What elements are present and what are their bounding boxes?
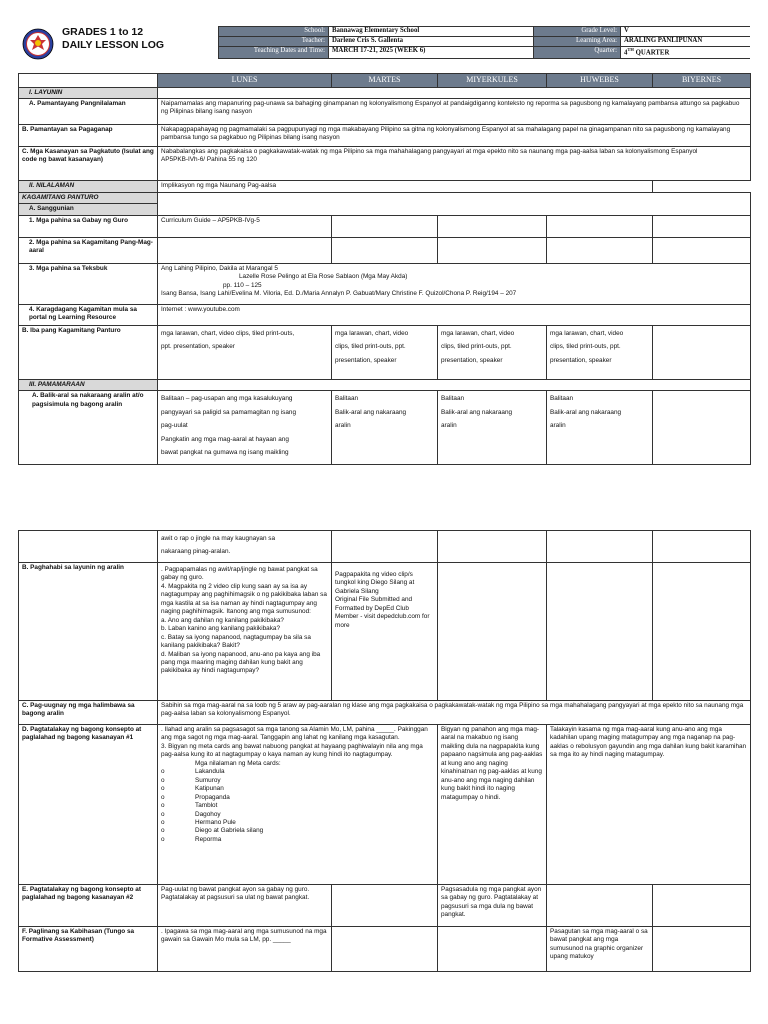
- row-label-balik-aral: [19, 391, 158, 465]
- pagtatalakay-1-thursday: Talakayin kasama ng mga mag-aaral kung anu-ano ang mga kadahilan upang maging matagumpay ang mga naganap na pag-aaklas o rebolusyon gayundin ang mga dahilan kung bakit karamihan sa mga ito ay hindi naging matagumpay.: [547, 725, 751, 885]
- paghahabi-line: . Pagpapamalas ng awit/rap/jingle ng bawat pangkat sa gabay ng guro.: [161, 566, 318, 582]
- lesson-table-page1: [18, 73, 751, 465]
- bullet-icon: o: [161, 785, 165, 793]
- dates-label: Teaching Dates and Time:: [219, 47, 329, 59]
- paghahabi-video-text: Pagpapakita ng video clip/s tungkol king Diego Silang at Gabriela Silang: [335, 571, 415, 595]
- paghahabi-line: a. Ano ang dahilan ng kanilang pakikibaka?: [161, 616, 284, 624]
- meta-card-item: [161, 785, 434, 793]
- bullet-icon: o: [161, 802, 165, 810]
- paglinang-thursday: Pasagutan sa mga mag-aaral o sa bawat pangkat ang mga sumusunod na graphic organizer upang matukoy: [547, 927, 653, 972]
- quarter-text: QUARTER: [633, 49, 670, 57]
- row-label-kasanayan: C. Mga Kasanayan sa Pagkatuto (Isulat ang code ng bawat kasanayan): [19, 147, 158, 181]
- balik-aral-tuesday: [332, 391, 438, 465]
- iba-pang-kagamitan-monday: [158, 325, 332, 379]
- balik-aral-line: nakaraang pinag-aralan.: [161, 548, 231, 556]
- kagamitan-line: presentation, speaker: [550, 356, 612, 364]
- empty-cell: [19, 531, 158, 563]
- day-monday: LUNES: [158, 74, 332, 88]
- empty-cell: [547, 237, 653, 263]
- row-label-pagtatalakay-2: E. Pagtatalakay ng bagong konsepto at paglalahad ng bagong kasanayan #2: [19, 885, 158, 927]
- paghahabi-line: d. Maliban sa iyong napanood, anu-ano pa kaya ang iba pang mga maaring maging dahilan kung bakit ang pakikibaka ay hindi nagtagumpay?: [161, 650, 321, 675]
- paghahabi-tuesday: [332, 563, 438, 701]
- kasanayan-code: AP5PKB-IVh-6/ Pahina 55 ng 120: [161, 156, 257, 164]
- teksbuk-text: [158, 263, 751, 304]
- quarter-label: Quarter:: [534, 47, 621, 59]
- day-friday: BIYERNES: [653, 74, 751, 88]
- row-label-pamantayan-pagaganap: B. Pamantayan sa Pagaganap: [19, 125, 158, 147]
- empty-cell: [438, 563, 547, 701]
- empty-cell: [438, 237, 547, 263]
- pagtatalakay-1-wednesday: Bigyan ng panahon ang mga mag-aaral na makabuo ng isang maikling dula na nagpapakita kung papaano nagsimula ang pag-aaklas at kung ano ang naging kinahinatnan ng pag-aaklas at kung anu-ano ang mga naging dahilan kung bakit hindi ito naging matagumpay o hindi.: [438, 725, 547, 885]
- empty-cell: [158, 204, 751, 215]
- lesson-table-page2: [18, 530, 751, 972]
- quarter-number: 4: [624, 49, 628, 57]
- header-table: [18, 26, 750, 64]
- empty-cell: [547, 563, 653, 701]
- bullet-icon: o: [161, 818, 165, 826]
- page-two: [18, 530, 750, 972]
- balik-aral-line: Balitaan: [550, 395, 574, 403]
- row-label-sanggunian: A. Sanggunian: [19, 204, 158, 215]
- balik-aral-label-text: A. Balik-aral sa nakaraang aralin at/o pagsisimula ng bagong aralin: [32, 392, 144, 408]
- area-value: ARALING PANLIPUNAN: [621, 37, 751, 47]
- iba-pang-kagamitan-wednesday: [438, 325, 547, 379]
- balik-aral-line: aralin: [335, 422, 351, 430]
- empty-cell: [547, 215, 653, 237]
- balik-aral-line: Balitaan: [335, 395, 359, 403]
- pamantayan-pagaganap-text: Nakapagpapahayag ng pagmamalaki sa pagpupunyagi ng mga makabayang Pilipino sa gitna ng kolonyalismong Espanyol at sa mahalagang papel na ginagampanan nito sa pagusbong ng kamalayang pambansa tungo sa pagkabuo ng Pilipinas bilang isang nasyon: [158, 125, 751, 147]
- empty-cell: [158, 379, 751, 390]
- pagtatalakay-2-wednesday: Pagsasadula ng mga pangkat ayon sa gabay ng guro. Pagtatalakay at pagsusuri sa mga dula ng bawat pangkat.: [438, 885, 547, 927]
- balik-aral-monday: [158, 391, 332, 465]
- meta-card-label: Diego at Gabriela silang: [195, 827, 264, 835]
- row-label-paglinang: F. Paglinang sa Kabihasan (Tungo sa Formative Assessment): [19, 927, 158, 972]
- row-label-teksbuk: 3. Mga pahina sa Teksbuk: [19, 263, 158, 304]
- title-line2: DAILY LESSON LOG: [62, 39, 165, 52]
- bullet-icon: o: [161, 776, 165, 784]
- balik-aral-line: aralin: [441, 422, 457, 430]
- meta-card-item: [161, 802, 434, 810]
- empty-cell: [158, 237, 332, 263]
- empty-cell: [332, 215, 438, 237]
- kagamitan-line: mga larawan, chart, video: [550, 329, 624, 337]
- balik-aral-line: Balik-aral ang nakaraang: [550, 408, 622, 416]
- paghahabi-line: 4. Magpakita ng 2 video clip kung saan ay sa isa ay nagtagumpay ang paghihimagsik o ng pakikibaka laban sa mga kastila at sa isa naman ay hindi nagtagumpay ang naging paghihimagsik. Itanong ang mga sumusunod:: [161, 582, 327, 616]
- paghahabi-monday: [158, 563, 332, 701]
- meta-card-item: [161, 794, 434, 802]
- empty-cell: [332, 927, 438, 972]
- pamantayang-pangnilalaman-text: Naipamamalas ang mapanuring pag-unawa sa bahaging ginampanan ng kolonyalismong Espanyol at pandaigdiganng konteksto ng reporma sa pagusbong ng kamalayang pambansa attungo sa pagkabuo ng Pilipinas bilang isang nasyon: [158, 99, 751, 125]
- bullet-icon: o: [161, 768, 165, 776]
- meta-card-label: Propaganda: [195, 793, 230, 801]
- empty-cell: [653, 181, 751, 193]
- row-label-iba-pang-kagamitan: B. Iba pang Kagamitang Panturo: [19, 325, 158, 379]
- balik-aral-thursday: [547, 391, 653, 465]
- empty-cell: [653, 563, 751, 701]
- kagamitan-line: presentation, speaker: [441, 356, 503, 364]
- empty-cell: [547, 885, 653, 927]
- balik-aral-continued: [158, 531, 332, 563]
- kagamitan-line: mga larawan, chart, video: [335, 329, 409, 337]
- corner-cell: [19, 74, 158, 88]
- meta-cards-title: Mga nilalaman ng Meta cards:: [195, 759, 281, 767]
- meta-table: [218, 26, 750, 59]
- area-label: Learning Area:: [534, 37, 621, 47]
- empty-cell: [653, 237, 751, 263]
- balik-aral-line: Balik-aral ang nakaraang: [441, 408, 513, 416]
- section-layunin: I. LAYUNIN: [19, 87, 158, 98]
- gabay-guro-text: Curriculum Guide – AP5PKB-IVg-5: [158, 215, 332, 237]
- row-label-pagtatalakay-1: D. Pagtatalakay ng bagong konsepto at paglalahad ng bagong kasanayan #1: [19, 725, 158, 885]
- empty-cell: [332, 237, 438, 263]
- meta-card-label: Katipunan: [195, 785, 224, 793]
- balik-aral-line: aralin: [550, 422, 566, 430]
- pagtatalakay-1-monday: [158, 725, 438, 885]
- bullet-icon: o: [161, 810, 165, 818]
- paghahabi-line: b. Laban kanino ang kanilang pakikibaka?: [161, 625, 281, 633]
- iba-pang-kagamitan-tuesday: [332, 325, 438, 379]
- row-label-paghahabi: B. Paghahabi sa layunin ng aralin: [19, 563, 158, 701]
- grade-value: V: [621, 27, 751, 37]
- pag-uugnay-text: Sabihin sa mga mag-aaral na sa loob ng 5 araw ay pag-aaralan ng klase ang mga pagkakaisa o pagkakawatak-watak ng mga Pilipino sa mga mahahalagang pangyayari at mga epekto nito sa naunang mga pag-aalsa laban sa kolonyalismong Espanyol.: [158, 701, 751, 725]
- empty-cell: [653, 215, 751, 237]
- empty-cell: [653, 927, 751, 972]
- balik-aral-line: pangyayari sa paligid sa pamamagitan ng isang: [161, 408, 296, 416]
- deped-seal: [18, 26, 58, 64]
- row-label-gabay-guro: 1. Mga pahina sa Gabay ng Guro: [19, 215, 158, 237]
- teacher-label: Teacher:: [219, 37, 329, 47]
- meta-card-item: [161, 777, 434, 785]
- title-line1: GRADES 1 to 12: [62, 26, 144, 38]
- school-value: Bannawag Elementary School: [329, 27, 534, 37]
- meta-card-label: Tamblot: [195, 802, 218, 810]
- grade-label: Grade Level:: [534, 27, 621, 37]
- empty-cell: [653, 885, 751, 927]
- paghahabi-source-note: Original File Submitted and Formatted by DepEd Club Member - visit depedclub.com for more: [335, 596, 430, 629]
- meta-card-item: [161, 811, 434, 819]
- kasanayan-text: [158, 147, 751, 181]
- row-label-kagamitang-pang-mag-aaral: 2. Mga pahina sa Kagamitang Pang-Mag-aaral: [19, 237, 158, 263]
- nilalaman-text: Implikasyon ng mga Naunang Pag-aalsa: [158, 181, 653, 193]
- balik-aral-line: pag-uulat: [161, 422, 188, 430]
- empty-cell: [438, 927, 547, 972]
- meta-card-label: Dagohoy: [195, 810, 221, 818]
- meta-card-item: [161, 819, 434, 827]
- dates-value: MARCH 17-21, 2025 (WEEK 6): [329, 47, 534, 59]
- meta-card-item: [161, 827, 434, 835]
- balik-aral-line: bawat pangkat na gumawa ng isang maikling: [161, 449, 289, 457]
- empty-cell: [438, 531, 547, 563]
- balik-aral-line: Pangkatin ang mga mag-aaral at hayaan ang: [161, 435, 289, 443]
- iba-pang-kagamitan-thursday: [547, 325, 653, 379]
- empty-cell: [653, 325, 751, 379]
- bullet-icon: o: [161, 827, 165, 835]
- meta-card-item: [161, 836, 434, 844]
- row-label-karagdagang-kagamitan: 4. Karagdagang Kagamitan mula sa portal ng Learning Resource: [19, 304, 158, 325]
- balik-aral-line: Balitaan: [441, 395, 465, 403]
- empty-cell: [158, 87, 751, 98]
- karagdagang-kagamitan-text: Internet : www.youtube.com: [158, 304, 751, 325]
- paglinang-monday: . Ipagawa sa mga mag-aaral ang mga sumusunod na mga gawain sa Gawain Mo mula sa LM, pp. _____: [158, 927, 332, 972]
- balik-aral-wednesday: [438, 391, 547, 465]
- empty-cell: [653, 531, 751, 563]
- empty-cell: [438, 215, 547, 237]
- section-pamamaraan: III. PAMAMARAAN: [19, 379, 158, 390]
- day-thursday: HUWEBES: [547, 74, 653, 88]
- bullet-icon: o: [161, 835, 165, 843]
- empty-cell: [653, 391, 751, 465]
- quarter-suffix: TH: [627, 47, 634, 52]
- empty-cell: [332, 885, 438, 927]
- meta-card-label: Sumuroy: [195, 776, 221, 784]
- empty-cell: [547, 531, 653, 563]
- pagtatalakay-line: 3. Bigyan ng meta cards ang bawat nabuong pangkat at hayaang paghiwalayin nila ang mga pag-aalsa kung ito at nagtagumpay o kaya naman ay kung hindi ito nagtagumpay.: [161, 742, 423, 759]
- quarter-value: [621, 47, 751, 59]
- kagamitan-line: ppt. presentation, speaker: [161, 343, 235, 351]
- teksbuk-second-reference: Isang Bansa, Isang Lahi/Evelina M. Viloria, Ed. D./Maria Annalyn P. Gabuat/Mary Christine F. Quizol/Chona P. Reig/194 – 207: [161, 290, 517, 298]
- meta-cards-list: [161, 760, 434, 845]
- kagamitan-line: clips, tiled print-outs, ppt.: [335, 343, 406, 351]
- balik-aral-line: awit o rap o jingle na may kaugnayan sa: [161, 535, 276, 542]
- day-tuesday: MARTES: [332, 74, 438, 88]
- section-kagamitang-panturo: KAGAMITANG PANTURO: [19, 193, 158, 204]
- teksbuk-title: Ang Lahing Pilipino, Dakila at Marangal 5: [161, 264, 278, 272]
- deped-seal-icon: [22, 28, 54, 60]
- teacher-value: Darlene Cris S. Gallenta: [329, 37, 534, 47]
- page-one: [18, 26, 750, 465]
- empty-cell: [332, 531, 438, 563]
- document-title: [58, 26, 218, 64]
- meta-card-label: Hermano Pule: [195, 818, 236, 826]
- balik-aral-line: Balitaan – pag-usapan ang mga kasalukuyang: [161, 395, 293, 403]
- bullet-icon: o: [161, 793, 165, 801]
- kasanayan-description: Nababalangkas ang pagkakaisa o pagkakawatak-watak ng mga Pilipino sa mga mahahalagang pangyayari at mga epekto nito sa naunang mga pag-aalsa laban sa kolonyalismong Espanyol: [161, 148, 698, 155]
- section-nilalaman: II. NILALAMAN: [19, 181, 158, 193]
- meta-card-label: Reporma: [195, 835, 222, 843]
- row-label-pag-uugnay: C. Pag-uugnay ng mga halimbawa sa bagong aralin: [19, 701, 158, 725]
- kagamitan-line: mga larawan, chart, video: [441, 329, 515, 337]
- kagamitan-line: presentation, speaker: [335, 356, 397, 364]
- meta-card-label: Lakandula: [195, 768, 225, 776]
- school-label: School:: [219, 27, 329, 37]
- kagamitan-line: mga larawan, chart, video clips, tiled print-outs,: [161, 329, 295, 337]
- pagtatalakay-2-monday: Pag-uulat ng bawat pangkat ayon sa gabay ng guro. Pagtatalakay at pagsusuri sa ulat ng bawat pangkat.: [158, 885, 332, 927]
- day-wednesday: MIYERKULES: [438, 74, 547, 88]
- empty-cell: [158, 193, 751, 204]
- teksbuk-pages: pp. 110 – 125: [223, 281, 262, 289]
- kagamitan-line: clips, tiled print-outs, ppt.: [550, 343, 621, 351]
- row-label-pamantayang-pangnilalaman: A. Pamantayang Pangnilalaman: [19, 99, 158, 125]
- pagtatalakay-line: . Ilahad ang aralin sa pagsasagot sa mga tanong sa Alamin Mo, LM, pahina _____. Pakinggan ang mga sagot ng mga mag-aaral. Tanggapin ang lahat ng kanilang mga kasagutan.: [161, 726, 428, 742]
- kagamitan-line: clips, tiled print-outs, ppt.: [441, 343, 512, 351]
- paghahabi-line: c. Batay sa iyong napanood, nagtagumpay ba sila sa kanilang pakikibaka? Bakit?: [161, 633, 311, 650]
- balik-aral-line: Balik-aral ang nakaraang: [335, 408, 407, 416]
- meta-card-item: [161, 768, 434, 776]
- teksbuk-authors: Lazelle Rose Pelingo at Ela Rose Sablaon (Mga May Akda): [239, 273, 408, 281]
